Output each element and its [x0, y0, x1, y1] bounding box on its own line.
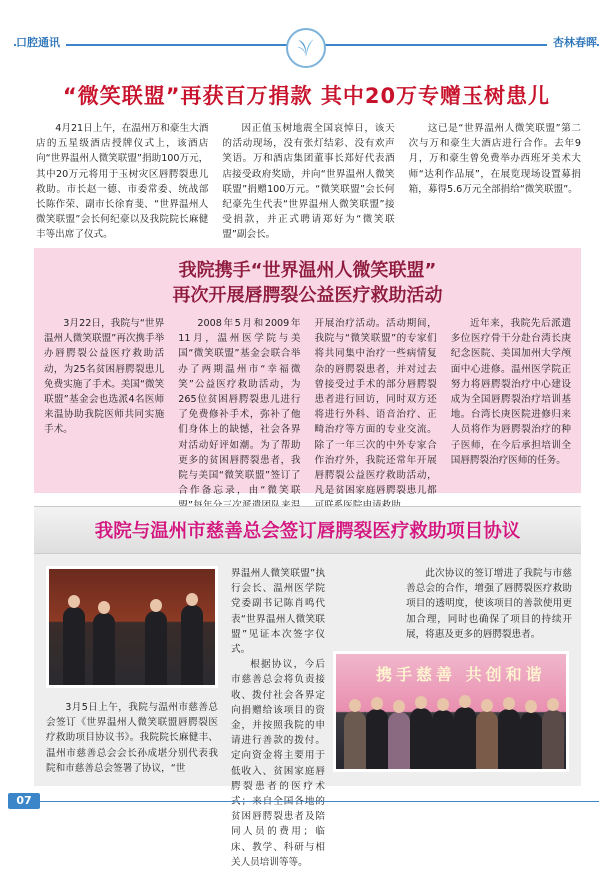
section-label-right: 杏林春晖 — [547, 34, 597, 50]
article2-column — [44, 316, 164, 491]
article1-paragraph: 因正值玉树地震全国哀悼日，该天的活动现场，没有张灯结彩、没有欢声笑语。万和酒店集团董事长郑好代表酒店接受政府奖励，并向“世界温州人微笑联盟”捐赠100万元。“微笑联盟”会长何纪豪先生代表“世界温州人微笑联盟”接受捐款，并正式聘请郑好为“微笑联盟”副会长。 — [222, 123, 395, 241]
photo-person — [145, 611, 167, 685]
signing-ceremony-photo — [46, 566, 218, 688]
article2-column — [451, 316, 571, 491]
article2-title — [34, 258, 581, 308]
photo-person — [542, 710, 564, 769]
article1-paragraph: 这已是“世界温州人微笑联盟”第二次与万和豪生大酒店进行合作。去年9月，万和豪生曾免费举办西班牙美术大师“达利作品展”，在展览现场设置募捐箱，募得5.6万元全部捐给“微笑联盟”。 — [408, 123, 581, 195]
photo-person — [366, 709, 388, 769]
leaf-logo-icon — [286, 28, 326, 68]
article1-column — [409, 121, 581, 235]
article1-title: “微笑联盟”再获百万捐款 其中20万专赠玉树患儿 — [62, 84, 551, 108]
article2-paragraph: 2008年5月和2009年11月，温州医学院与美国“微笑联盟”基金会联合举办了两期温州市“幸福微笑”公益医疗救助活动，为265位贫困唇腭裂患儿进行了免费修补手术，弥补了他们身体上的缺憾，社会各界对活动好评如潮。为了帮助更多的贫困唇腭裂患者，我院与美国“微笑联盟”签订了合作备忘录，由“微笑联 开展治疗活动。活动期间，我院与“微笑联盟”的专家们将共同集中治疗一些病情复杂的唇腭裂患者，并对过去曾接受过手术的部分唇腭裂患者进行回访，同时双方还将进行外科、语音治疗、正畸治疗等方面的专业交流。除了一年三次的中外专家合作治疗外，我院还常年开展唇腭裂公益医疗救助活动，凡是贫困家庭唇腭裂患儿都 — [178, 318, 437, 497]
article1-body — [36, 121, 581, 241]
article3-paragraph-a — [46, 700, 218, 776]
article3-text: 此次协议的签订增进了我院与市慈善总会的合作，增强了唇腭裂医疗救助项目的透明度，使该项目的善款使用更加合理，同时也确保了项目的持续开展，将惠及更多的唇腭裂患者。 — [406, 568, 572, 640]
photo-person — [454, 707, 476, 769]
article3-text: 3月5日上午，我院与温州市慈善总会签订《世界温州人微笑联盟唇腭裂医疗救助项目协议书》。我院院长麻健丰、温州市慈善总会会长孙成堪分别代表我院和市慈善总会签署了协议，“世 — [46, 702, 218, 774]
article2-title-line2: 再次开展唇腭裂公益医疗救助活动 — [172, 285, 443, 306]
article2-title-line1: 我院携手“世界温州人微笑联盟” — [178, 260, 437, 281]
photo-person — [410, 708, 432, 769]
footer-rule — [40, 801, 599, 802]
article3-title: 我院与温州市慈善总会签订唇腭裂医疗救助项目协议 — [94, 521, 521, 542]
article3-paragraph-b — [231, 566, 325, 870]
article1-paragraph: 4月21日上午，在温州万和豪生大酒店的五星级酒店授牌仪式上，该酒店向“世界温州人微笑联盟”捐助100万元，其中20万元将用于玉树灾区唇腭裂患儿救助。市长赵一德、市委常委、统战部长陈作荣、副市长徐育斐、“世界温州人微笑联盟”会长何纪豪以及我院院长麻健丰等出席了仪式。 — [36, 123, 209, 241]
photo-person — [344, 711, 366, 769]
article1-column — [36, 121, 209, 241]
photo-person — [63, 607, 85, 685]
photo-person — [498, 709, 520, 769]
photo-person — [93, 613, 115, 685]
article1-column — [222, 121, 395, 241]
article2-paragraph: 3月22日，我院与“世界温州人微笑联盟”再次携手举办唇腭裂公益医疗救助活动，为25名贫困唇腭裂患儿免费实施了手术。美国“微笑联盟”基金会也选派4名医师来温协助我院医师共同实施手术。 — [44, 318, 165, 436]
article3-text: 界温州人微笑联盟”执行会长、温州医学院党委副书记陈肖鸣代表“世界温州人微笑联盟”见证本次签字仪式。 — [231, 568, 325, 656]
article3-paragraph-c — [406, 566, 572, 642]
section-label-left: 口腔通讯 — [16, 34, 66, 50]
photo-banner-text: 携手慈善 共创和谐 — [376, 665, 546, 684]
photo-person — [388, 712, 410, 769]
photo-person — [181, 605, 203, 685]
article3-text: 根据协议，今后市慈善总会将负责接收、拨付社会各界定向捐赠给该项目的资金，并按照我院的申请进行善款的拨付。定向资金将主要用于低收入、贫困家庭唇腭裂患者的医疗术 贫困唇腭裂患者及陪同人员的费用；临床、教学、科研与相关人员培训等等。 — [231, 659, 325, 868]
article2-column — [178, 316, 437, 497]
photo-person — [432, 710, 454, 769]
page-number: 07 — [8, 793, 40, 809]
photo-person — [476, 711, 498, 769]
group-photo — [333, 651, 569, 772]
photo-person — [520, 712, 542, 769]
article2-paragraph: 近年来，我院先后派遣多位医疗骨干分赴台湾长庚纪念医院、美国加州大学颅面中心进修。温州医学院正努力将唇腭裂治疗中心建设成为全国唇腭裂治疗培训基地。台湾长庚医院进修归来人员将作为唇腭裂治疗的种子医师，在今后承担培训全国唇腭裂治疗医师的任务。 — [450, 318, 571, 466]
page-header — [0, 0, 613, 70]
article2-body — [44, 316, 571, 497]
